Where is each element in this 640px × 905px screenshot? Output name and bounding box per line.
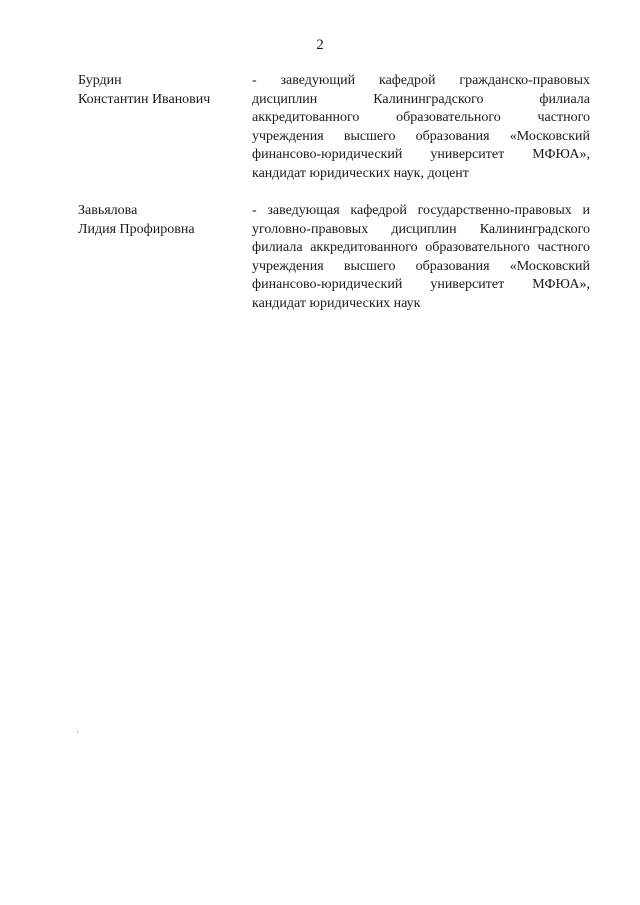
person-surname: Бурдин bbox=[78, 73, 122, 88]
list-item bbox=[78, 72, 590, 183]
person-surname: Завьялова bbox=[78, 203, 138, 218]
person-position: - заведующий кафедрой гражданско-правовых дисциплин Калининградского филиала аккредитованного образовательного частного учреждения высшего образования «Московский финансово-юридический университет МФЮА», кандидат юридических наук, доцент bbox=[252, 73, 590, 181]
person-name bbox=[78, 202, 252, 313]
page-number: 2 bbox=[316, 37, 324, 53]
person-position: - заведующая кафедрой государственно-правовых и уголовно-правовых дисциплин Калининградского филиала аккредитованного образовательного частного учреждения высшего образования «Московский финансово-юридический университет МФЮА», кандидат юридических наук bbox=[252, 203, 590, 311]
list-item bbox=[78, 202, 590, 313]
person-given-names: Константин Иванович bbox=[78, 91, 211, 107]
person-given-names: Лидия Профировна bbox=[78, 221, 195, 237]
person-name bbox=[78, 72, 252, 183]
member-list bbox=[78, 72, 590, 332]
scan-speck bbox=[77, 731, 78, 732]
